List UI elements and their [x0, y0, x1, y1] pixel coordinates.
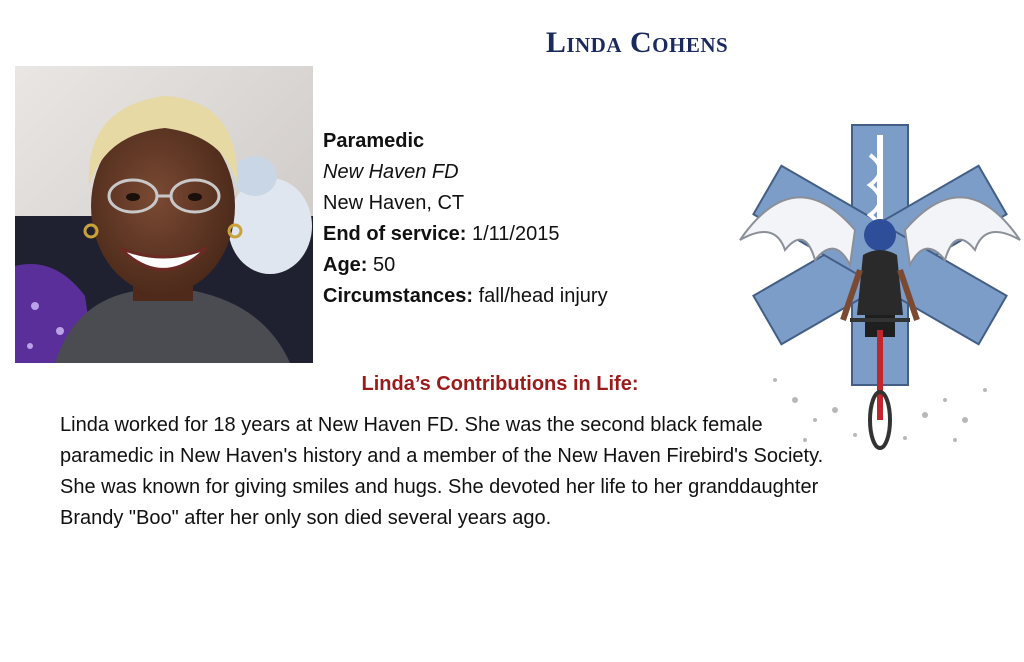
portrait-photo	[15, 66, 313, 363]
end-of-service-label: End of service:	[323, 223, 467, 245]
bio-line: Brandy "Boo" after her only son died several years ago.	[60, 507, 552, 529]
bio-line: She was known for giving smiles and hugs. She devoted her life to her granddaughter	[60, 476, 819, 498]
star-of-life-emblem	[735, 120, 1024, 450]
bio-line: paramedic in New Haven's history and a member of the New Haven Firebird's Society.	[60, 445, 824, 467]
age-label: Age:	[323, 254, 368, 276]
end-of-service-value: 1/11/2015	[471, 223, 560, 245]
role: Paramedic	[323, 130, 425, 152]
age-value: 50	[373, 254, 396, 276]
department: New Haven FD	[323, 161, 459, 183]
contributions-text	[60, 410, 960, 534]
page-title: Linda Cohens	[545, 26, 729, 59]
circumstances-label: Circumstances:	[323, 285, 474, 307]
circumstances	[323, 281, 608, 312]
end-of-service	[323, 219, 608, 250]
angel-cyclist-illustration	[735, 120, 1024, 450]
bio-line: Linda worked for 18 years at New Haven FD. She was the second black female	[60, 414, 763, 436]
location: New Haven, CT	[323, 192, 465, 214]
age	[323, 250, 608, 281]
portrait-image	[15, 66, 313, 363]
contributions-heading: Linda’s Contributions in Life:	[361, 373, 639, 395]
circumstances-value: fall/head injury	[478, 285, 608, 307]
service-details	[323, 126, 608, 312]
